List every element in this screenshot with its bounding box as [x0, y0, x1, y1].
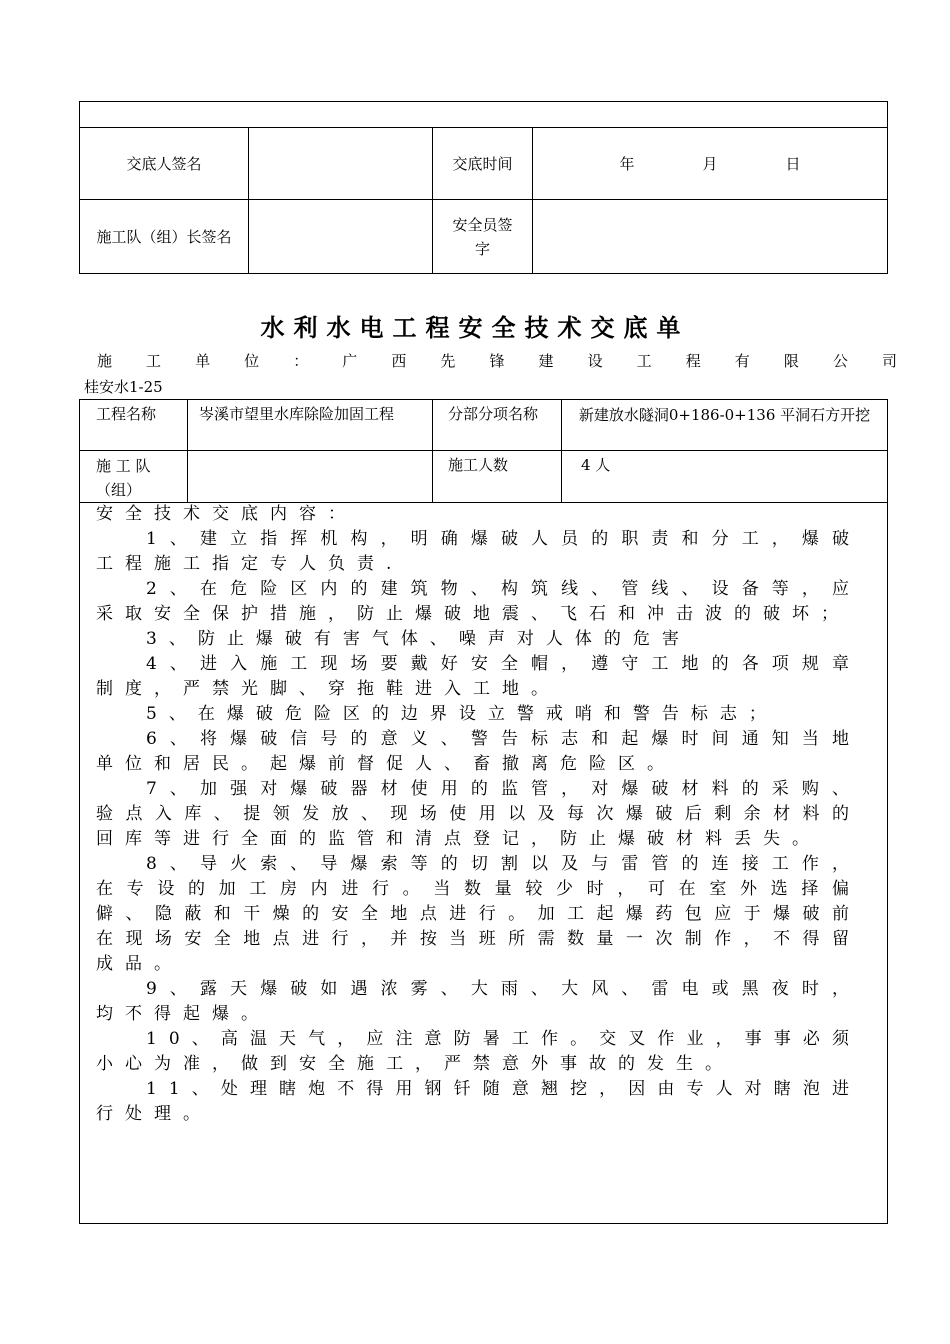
handover-time-field[interactable] — [533, 128, 888, 200]
content-item: 11、处理瞎炮不得用钢钎随意翘挖，因由专人对瞎泡进行处理。 — [96, 1079, 861, 1124]
signature-table-blank-row — [80, 102, 888, 128]
content-item: 6、将爆破信号的意义、警告标志和起爆时间通知当地单位和居民。起爆前督促人、畜撤离危险区。 — [96, 729, 861, 774]
content-item: 2、在危险区内的建筑物、构筑线、管线、设备等，应采取安全保护措施，防止爆破地震、飞石和冲击波的破坏； — [96, 579, 861, 624]
page-title: 水利水电工程安全技术交底单 — [260, 314, 690, 342]
handover-time-label: 交底时间 — [433, 128, 533, 200]
team-value[interactable] — [188, 451, 433, 503]
project-name-label: 工程名称 — [80, 400, 188, 451]
handover-person-label: 交底人签名 — [80, 128, 249, 200]
team-leader-label: 施工队（组）长签名 — [80, 200, 249, 274]
content-item: 1、建立指挥机构，明确爆破人员的职责和分工，爆破工程施工指定专人负责. — [96, 529, 861, 574]
content-heading: 安全技术交底内容： — [96, 504, 357, 524]
content-item: 5、在爆破危险区的边界设立警戒哨和警告标志； — [146, 704, 778, 724]
content-item: 3、防止爆破有害气体、噪声对人体的危害 — [146, 629, 691, 649]
content-item: 4、进入施工现场要戴好安全帽，遵守工地的各项规章制度，严禁光脚、穿拖鞋进入工地。 — [96, 654, 861, 699]
handover-person-field[interactable] — [249, 128, 433, 200]
team-leader-signature-field[interactable] — [249, 200, 433, 274]
sub-item-value: 新建放水隧洞0+186-0+136 平洞石方开挖 — [562, 400, 888, 451]
content-item: 10、高温天气，应注意防暑工作。交叉作业，事事必须小心为准，做到安全施工，严禁意外事故的发生。 — [96, 1029, 861, 1074]
date-month: 月 — [702, 155, 718, 173]
content-item: 7、加强对爆破器材使用的监管，对爆破材料的采购、验点入库、提领发放、现场使用以及每次爆破后剩余材料的回库等进行全面的监管和清点登记，防止爆破材料丢失。 — [96, 779, 861, 849]
doc-code: 桂安水1-25 — [84, 378, 163, 396]
construction-unit: 施工单位：广西先锋建设工程有限公司 — [97, 352, 897, 370]
safety-officer-signature-field[interactable] — [533, 200, 888, 274]
content-item: 9、露天爆破如遇浓雾、大雨、大风、雷电或黑夜时，均不得起爆。 — [96, 979, 861, 1024]
team-label: 施 工 队（组） — [80, 451, 188, 503]
date-year: 年 — [619, 155, 635, 173]
disclosure-content — [96, 502, 861, 1127]
sub-item-label: 分部分项名称 — [433, 400, 562, 451]
signature-table — [79, 101, 888, 274]
workers-value: 4 人 — [562, 451, 888, 503]
project-name-value: 岑溪市望里水库除险加固工程 — [188, 400, 433, 451]
date-day: 日 — [785, 155, 801, 173]
safety-officer-label: 安全员签字 — [433, 200, 533, 274]
content-item: 8、导火索、导爆索等的切割以及与雷管的连接工作，在专设的加工房内进行。当数量较少时，可在室外选择偏僻、隐蔽和干燥的安全地点进行。加工起爆药包应于爆破前在现场安全地点进行，并按当班所需数量一次制作，不得留成品。 — [96, 854, 861, 974]
workers-label: 施工人数 — [433, 451, 562, 503]
